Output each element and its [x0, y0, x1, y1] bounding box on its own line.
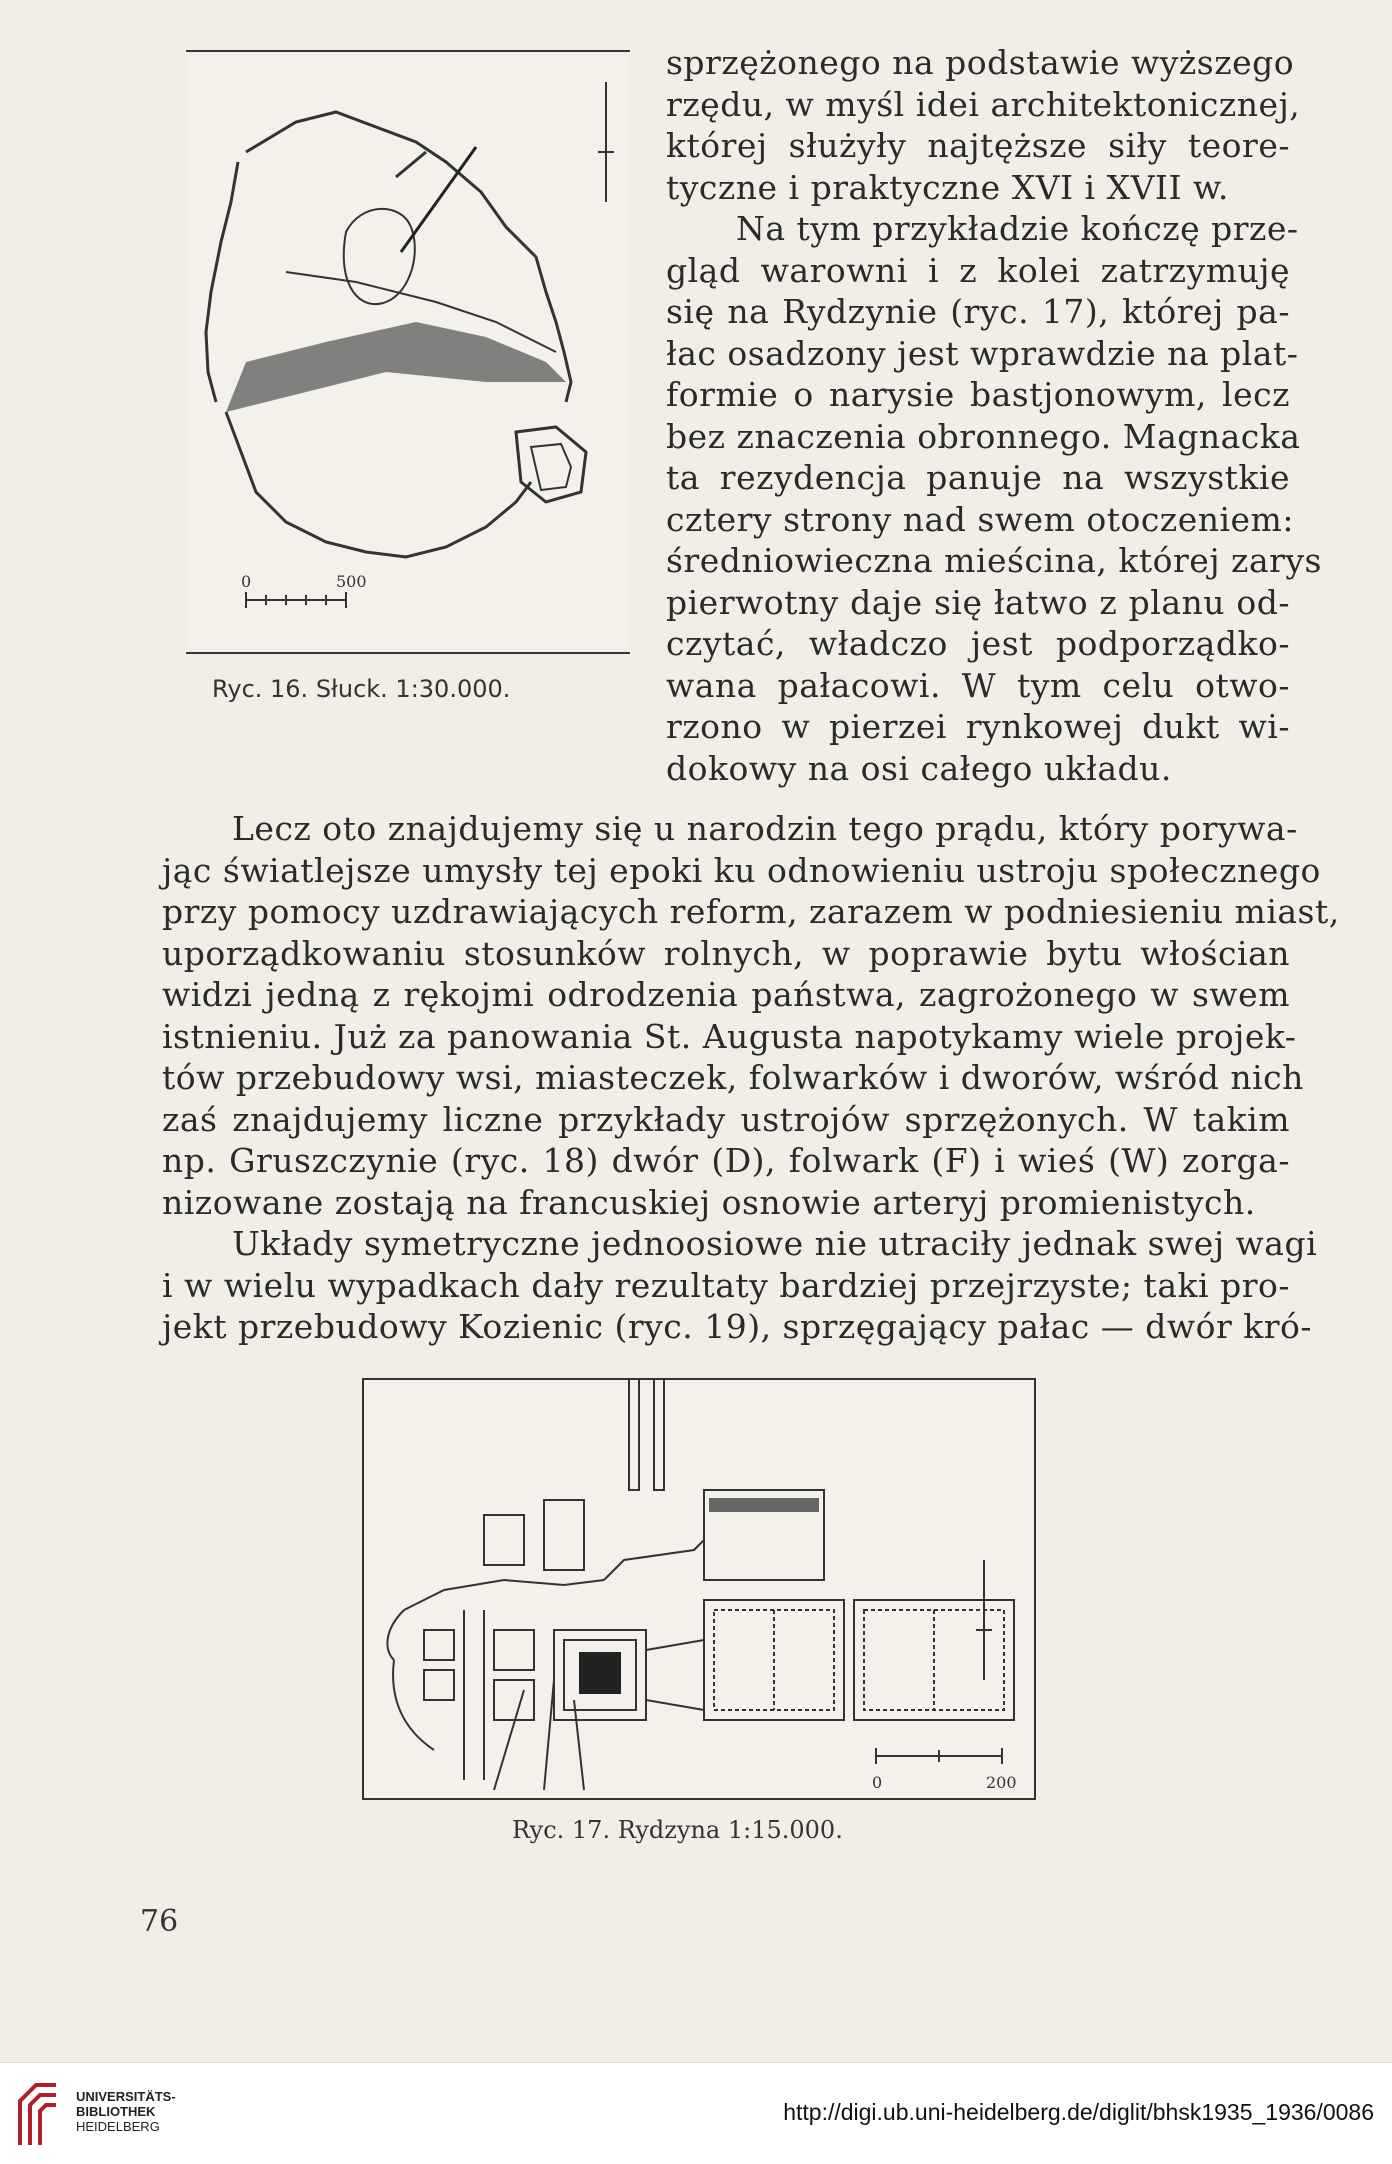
text-line: cztery strony nad swem otoczeniem:: [666, 499, 1294, 539]
text-line: tyczne i praktyczne XVI i XVII w.: [666, 167, 1229, 207]
figure-17-caption: Ryc. 17. Rydzyna 1:15.000.: [512, 1816, 843, 1844]
text-line: gląd warowni i z kolei zatrzymuję: [666, 250, 1290, 290]
text-line: jekt przebudowy Kozienic (ryc. 19), sprzęgający pałac — dwór kró-: [162, 1307, 1313, 1346]
scale-max-17: 200: [986, 1773, 1017, 1792]
institution-line-3: HEIDELBERG: [76, 2119, 160, 2134]
figure-16-caption: Ryc. 16. Słuck. 1:30.000.: [212, 675, 511, 703]
footer-bar: [0, 2062, 1392, 2164]
text-line: przy pomocy uzdrawiających reform, zarazem w podniesieniu miast,: [162, 892, 1340, 931]
text-line: widzi jedną z rękojmi odrodzenia państwa, zagrożonego w swem: [162, 975, 1290, 1014]
text-line: jąc światlejsze umysły tej epoki ku odnowieniu ustroju społecznego: [162, 850, 1321, 890]
text-line: Układy symetryczne jednoosiowe nie utraciły jednak swej wagi: [232, 1224, 1318, 1263]
scale-max-16: 500: [336, 572, 367, 591]
rydzyna-plan: [364, 1380, 1034, 1798]
institution-line-2: BIBLIOTHEK: [76, 2104, 156, 2119]
figure-16-map: [186, 50, 630, 654]
text-line: bez znaczenia obronnego. Magnacka: [666, 416, 1301, 456]
text-line: pierwotny daje się łatwo z planu od-: [666, 582, 1290, 622]
sluck-fortress-plan: [186, 52, 630, 652]
institution-line-1: UNIVERSITÄTS-: [76, 2089, 176, 2104]
text-line: rzono w pierzei rynkowej dukt wi-: [666, 707, 1290, 746]
text-line: Lecz oto znajdujemy się u narodzin tego prądu, który porywa-: [232, 809, 1298, 848]
page-number: 76: [140, 1904, 179, 1939]
text-line: zaś znajdujemy liczne przykłady ustrojów sprzężonych. W takim: [162, 1099, 1290, 1139]
text-line: średniowieczna mieścina, której zarys: [666, 541, 1322, 580]
text-line: łac osadzony jest wprawdzie na plat-: [666, 333, 1299, 373]
institution-name: [76, 2089, 176, 2134]
text-line: czytać, władczo jest podporządko-: [666, 624, 1290, 663]
figure-17-map: [362, 1378, 1036, 1800]
column-paragraph: [666, 42, 1322, 789]
text-line: formie o narysie bastjonowym, lecz: [666, 375, 1290, 414]
text-line: dokowy na osi całego układu.: [666, 748, 1172, 788]
text-line: i w wielu wypadkach dały rezultaty bardziej przejrzyste; taki pro-: [162, 1265, 1290, 1305]
text-line: się na Rydzynie (ryc. 17), której pa-: [666, 292, 1290, 331]
university-library-logo-icon: [16, 2081, 60, 2147]
source-url-link[interactable]: http://digi.ub.uni-heidelberg.de/diglit/bhsk1935_1936/0086: [783, 2099, 1374, 2125]
scale-zero-17: 0: [872, 1773, 883, 1792]
text-line: Na tym przykładzie kończę prze-: [736, 209, 1299, 248]
text-line: ta rezydencja panuje na wszystkie: [666, 458, 1290, 497]
full-paragraph: [162, 808, 1340, 1348]
text-line: wana pałacowi. W tym celu otwo-: [666, 665, 1290, 705]
text-line: istnieniu. Już za panowania St. Augusta napotykamy wiele projek-: [162, 1016, 1297, 1056]
text-line: nizowane zostają na francuskiej osnowie arteryj promienistych.: [162, 1182, 1256, 1222]
text-line: tów przebudowy wsi, miasteczek, folwarków i dworów, wśród nich: [162, 1058, 1304, 1097]
text-line: uporządkowaniu stosunków rolnych, w poprawie bytu włościan: [162, 933, 1290, 973]
text-line: rzędu, w myśl idei architektonicznej,: [666, 84, 1301, 124]
text-line: której służyły najtęższe siły teore-: [666, 126, 1290, 165]
text-line: sprzężonego na podstawie wyższego: [666, 43, 1295, 82]
scale-zero-16: 0: [241, 572, 252, 591]
text-line: np. Gruszczynie (ryc. 18) dwór (D), folwark (F) i wieś (W) zorga-: [162, 1141, 1290, 1180]
